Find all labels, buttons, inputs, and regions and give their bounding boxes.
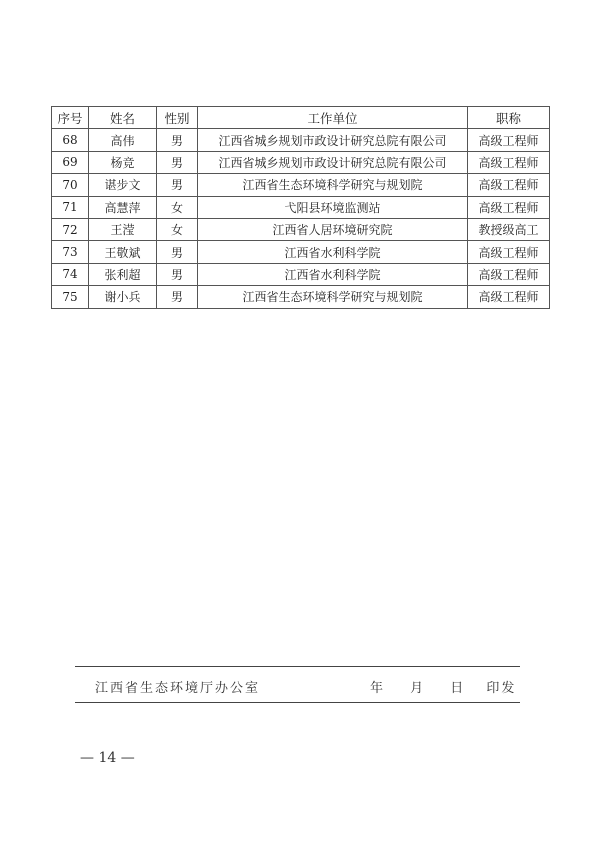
cell-gender: 男 [157,151,198,173]
cell-name: 王滢 [89,218,157,240]
cell-unit: 江西省水利科学院 [198,241,468,263]
cell-gender: 男 [157,263,198,285]
issued-label: 印发 [486,681,517,696]
cell-no: 75 [52,286,89,308]
table-header-row [52,107,550,129]
footer-bottom-rule [75,702,520,703]
cell-unit: 江西省生态环境科学研究与规划院 [198,286,468,308]
cell-no: 68 [52,129,89,151]
cell-title: 高级工程师 [468,263,550,285]
cell-name: 杨竞 [89,151,157,173]
cell-unit: 江西省人居环境研究院 [198,218,468,240]
table-row [52,241,550,263]
cell-gender: 男 [157,286,198,308]
header-title: 职称 [468,107,550,129]
footer-top-rule [75,666,520,667]
header-gender: 性别 [157,107,198,129]
cell-title: 教授级高工 [468,218,550,240]
cell-gender: 男 [157,129,198,151]
table-row [52,286,550,308]
header-unit: 工作单位 [198,107,468,129]
cell-unit: 江西省生态环境科学研究与规划院 [198,174,468,196]
header-no: 序号 [52,107,89,129]
issue-date [370,677,516,696]
cell-gender: 男 [157,174,198,196]
cell-no: 71 [52,196,89,218]
cell-title: 高级工程师 [468,151,550,173]
header-name: 姓名 [89,107,157,129]
cell-name: 张利超 [89,263,157,285]
cell-title: 高级工程师 [468,196,550,218]
issuing-office: 江西省生态环境厅办公室 [95,681,261,696]
cell-no: 69 [52,151,89,173]
cell-name: 高慧萍 [89,196,157,218]
personnel-table [51,106,550,309]
cell-no: 73 [52,241,89,263]
cell-unit: 江西省城乡规划市政设计研究总院有限公司 [198,129,468,151]
cell-unit: 江西省城乡规划市政设计研究总院有限公司 [198,151,468,173]
cell-name: 谌步文 [89,174,157,196]
cell-no: 70 [52,174,89,196]
cell-title: 高级工程师 [468,129,550,151]
cell-title: 高级工程师 [468,174,550,196]
cell-unit: 弋阳县环境监测站 [198,196,468,218]
cell-no: 72 [52,218,89,240]
cell-gender: 女 [157,196,198,218]
cell-title: 高级工程师 [468,286,550,308]
cell-title: 高级工程师 [468,241,550,263]
cell-name: 高伟 [89,129,157,151]
table-row [52,174,550,196]
year-label: 年 [370,681,384,696]
table-row [52,196,550,218]
day-label: 日 [450,681,464,696]
cell-no: 74 [52,263,89,285]
cell-gender: 男 [157,241,198,263]
table-row [52,129,550,151]
cell-gender: 女 [157,218,198,240]
cell-name: 谢小兵 [89,286,157,308]
table-row [52,218,550,240]
page-number: — 14 — [80,750,135,766]
cell-unit: 江西省水利科学院 [198,263,468,285]
table-row [52,151,550,173]
month-label: 月 [410,681,424,696]
table-row [52,263,550,285]
cell-name: 王敬斌 [89,241,157,263]
